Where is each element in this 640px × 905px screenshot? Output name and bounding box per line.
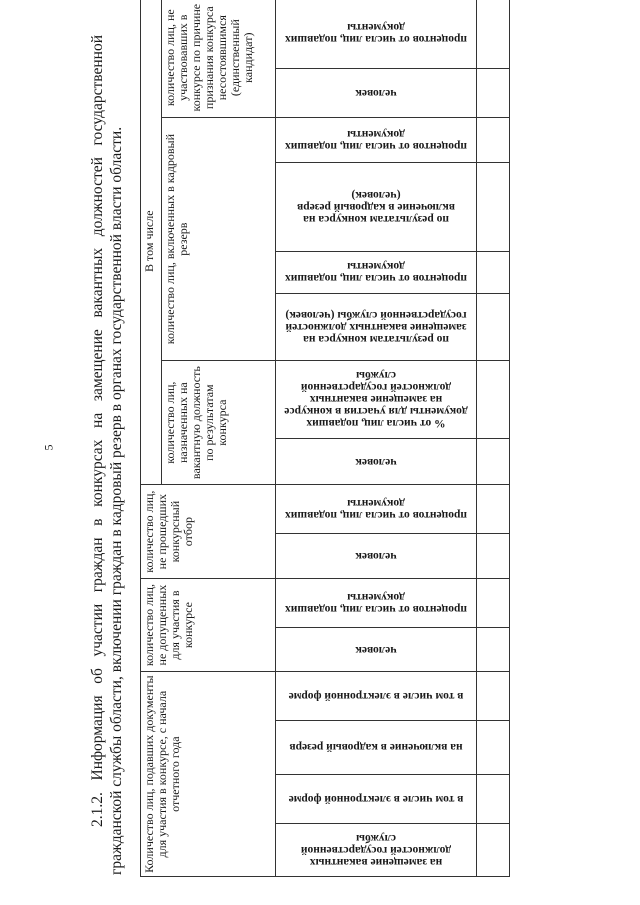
table-cell (477, 534, 510, 578)
sub-percent-5: процентов от числа лиц, подавших документы (276, 0, 477, 69)
sub-electronic-2: в том числе в электронной форме (276, 672, 477, 721)
sub-percent-4: процентов от числа лиц, подавших документы (276, 118, 477, 162)
header-in-that-number: В том числе (141, 0, 162, 485)
table-cell (477, 294, 510, 361)
header-not-participated: количество лиц, не участвовавших в конкурсе по причине признания конкурса несостоявшимся (единственный кандидат) (162, 0, 276, 118)
table-cell (477, 438, 510, 485)
sub-reserve-vacant: по результатам конкурса на замещение вакантных должностей государственной службы (человек) (276, 294, 477, 361)
header-not-passed: количество лиц, не прошедших конкурсный отбор (141, 485, 276, 578)
sub-persons: человек (276, 627, 477, 671)
table-cell (477, 69, 510, 118)
table-cell (477, 360, 510, 438)
sub-electronic: в том числе в электронной форме (276, 774, 477, 823)
table-cell (477, 823, 510, 876)
table-cell (477, 627, 510, 671)
heading-line-2: гражданской службы области, включении граждан в кадровый резерв в органах государственной власти области. (108, 126, 125, 875)
table-cell (477, 578, 510, 627)
sub-vacant: на замещение вакантных должностей государственной службы (276, 823, 477, 876)
sub-percent-vacant: % от числа лиц, подавших документы для участия в конкурсе на замещение вакантных должностей государственной службы (276, 360, 477, 438)
table-cell (477, 774, 510, 823)
table-cell (477, 485, 510, 534)
table-cell (477, 0, 510, 69)
header-not-admitted: количество лиц, не допущенных для участия в конкурсе (141, 578, 276, 671)
table-cell (477, 118, 510, 162)
sub-reserve-incl: по результатам конкурса на включение в кадровый резерв (человек) (276, 162, 477, 251)
sub-persons-2: человек (276, 534, 477, 578)
sub-reserve: на включение в кадровый резерв (276, 721, 477, 774)
report-table (140, 0, 510, 877)
header-appointed: количество лиц, назначенных на вакантную должность по результатам конкурса (162, 360, 276, 485)
page-number: 5 (41, 444, 56, 451)
table-cell (477, 721, 510, 774)
sub-percent: процентов от числа лиц, подавших документы (276, 578, 477, 627)
heading-line-1: 2.1.2. Информация об участии граждан в конкурсах на замещение вакантных должностей государственной (89, 35, 106, 827)
section-heading (88, 35, 126, 875)
header-reserve: количество лиц, включенных в кадровый резерв (162, 118, 276, 360)
table-cell (477, 251, 510, 293)
sub-persons-4: человек (276, 69, 477, 118)
header-submitted: Количество лиц, подавших документы для участия в конкурсе, с начала отчетного года (141, 672, 276, 877)
sub-percent-2: процентов от числа лиц, подавших документы (276, 485, 477, 534)
sub-percent-3: процентов от числа лиц, подавших документы (276, 251, 477, 293)
table-cell (477, 162, 510, 251)
table-cell (477, 672, 510, 721)
table-row (477, 0, 510, 877)
sub-persons-3: человек (276, 438, 477, 485)
